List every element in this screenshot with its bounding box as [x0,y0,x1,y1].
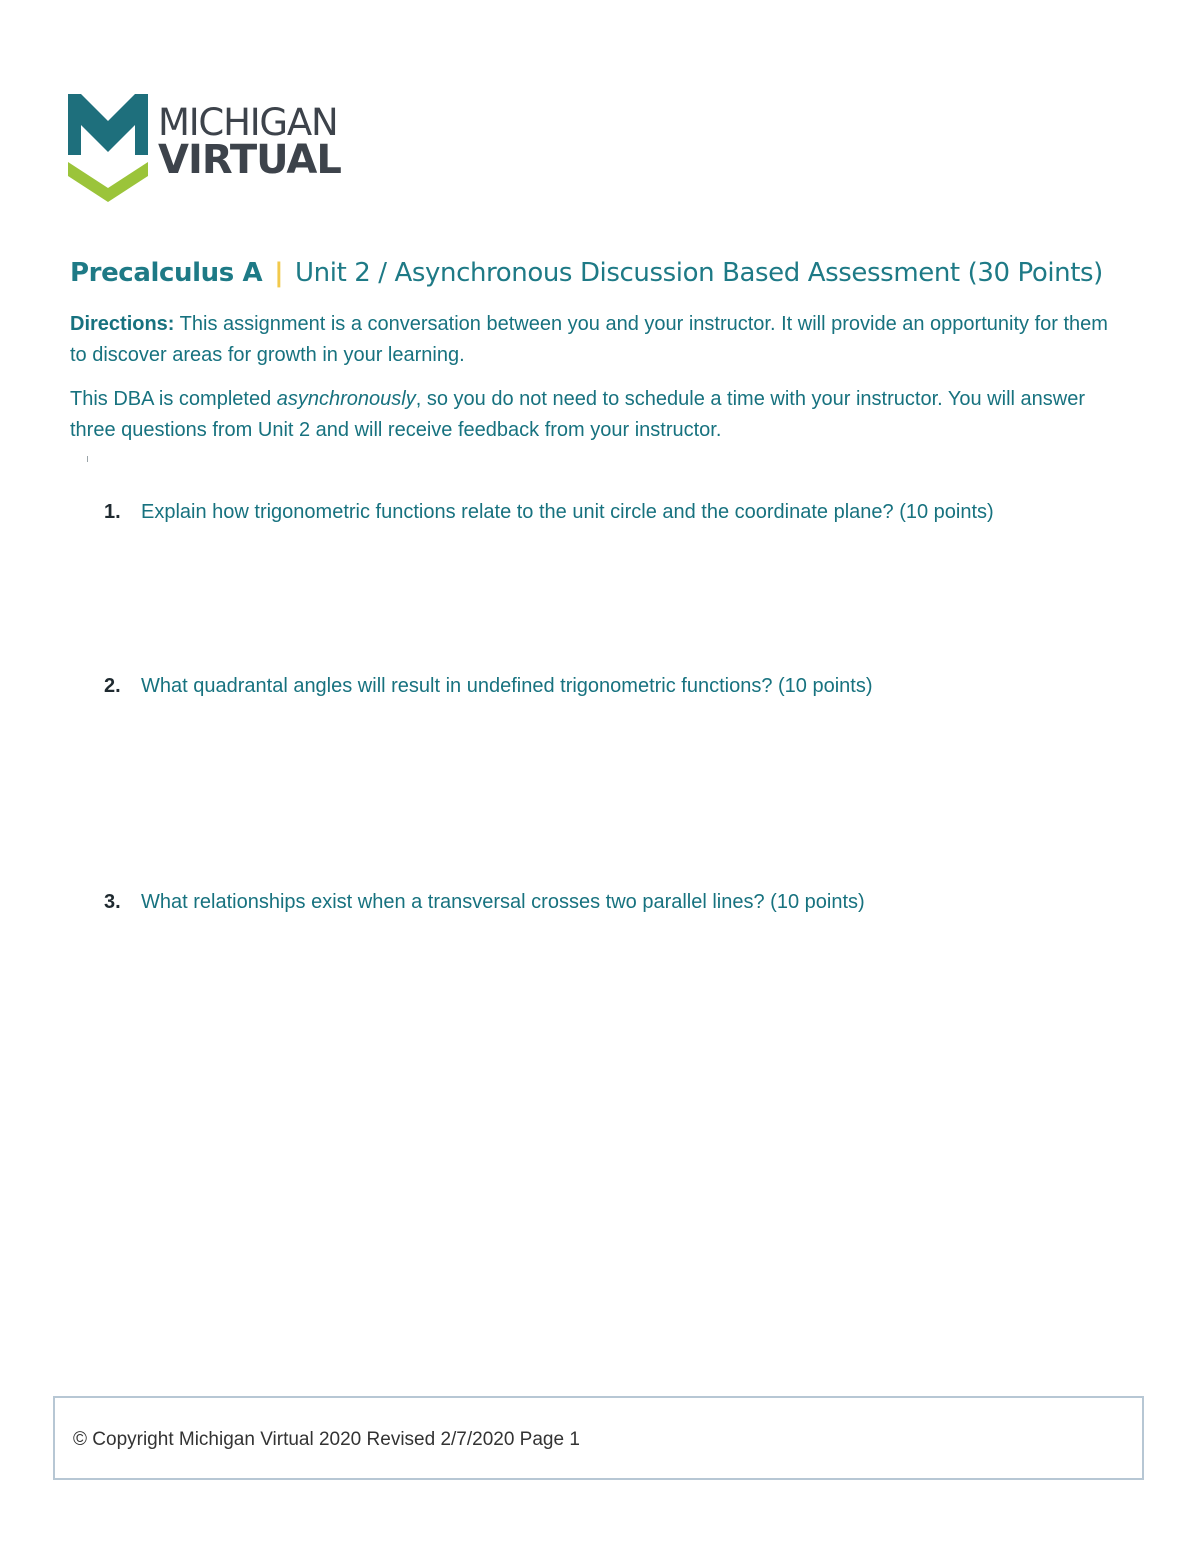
logo-mark-icon [68,92,152,204]
logo-line-virtual: VIRTUAL [158,137,341,183]
directions-label: Directions: [70,313,175,335]
michigan-virtual-logo [68,92,368,207]
question-item [104,888,865,916]
question-number: 1. [104,501,121,523]
question-number: 2. [104,675,121,697]
question-item [104,672,873,700]
assessment-title: Unit 2 / Asynchronous Discussion Based Assessment (30 Points) [295,258,1103,288]
question-text: Explain how trigonometric functions relate to the unit circle and the coordinate plane? (10 points) [141,501,994,523]
dba-emphasis: asynchronously [276,388,416,410]
directions-text: This assignment is a conversation between you and your instructor. It will provide an opportunity for them to discover areas for growth in your learning. [70,313,1108,366]
title-separator: | [274,258,284,288]
question-item [104,498,994,526]
stray-mark [87,456,88,462]
question-text: What relationships exist when a transversal crosses two parallel lines? (10 points) [141,891,865,913]
dba-text-pre: This DBA is completed [70,388,277,410]
course-name: Precalculus A [70,258,263,288]
logo-line-michigan: MICHIGAN [158,101,338,144]
dba-paragraph [70,384,1130,446]
page-title [70,258,1103,288]
logo-wordmark [158,101,341,183]
question-text: What quadrantal angles will result in undefined trigonometric functions? (10 points) [141,675,873,697]
page-footer [53,1396,1144,1480]
copyright-text: © Copyright Michigan Virtual 2020 Revised 2/7/2020 Page 1 [73,1429,580,1450]
directions-paragraph [70,309,1130,371]
question-number: 3. [104,891,121,913]
dba-text-post: , so you do not need to schedule a time with your instructor. You will answer three questions from Unit 2 and will receive feedback from your instructor. [70,388,1085,441]
